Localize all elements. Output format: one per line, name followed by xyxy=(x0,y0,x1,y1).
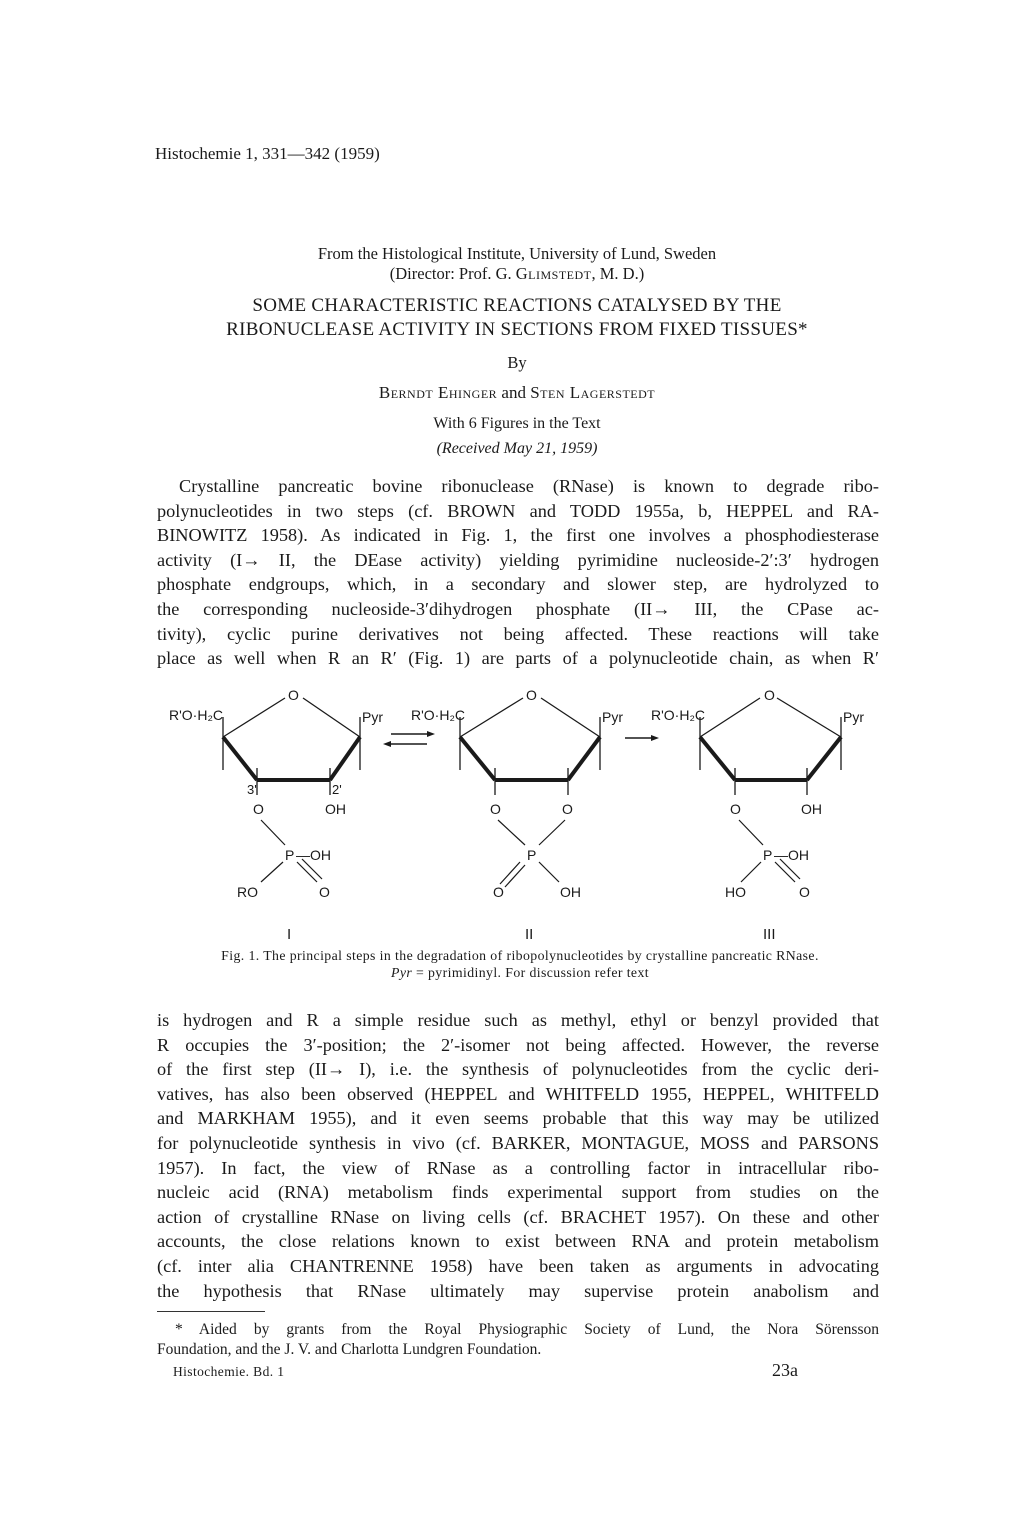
article-title xyxy=(150,294,884,342)
phosphorus-label: P xyxy=(527,847,537,863)
oxygen-label: O xyxy=(490,801,501,817)
paragraph-intro xyxy=(157,474,879,671)
position-label: 2' xyxy=(332,782,342,797)
affiliation xyxy=(150,244,884,284)
text-line: place as well when R an R′ (Fig. 1) are parts of a polynucleotide chain, as when R′ xyxy=(157,648,879,669)
compound-numeral: II xyxy=(525,926,534,943)
oxygen-label: O xyxy=(730,801,741,817)
text-line: BINOWITZ 1958). As indicated in Fig. 1, the first one involves a phosphodiesterase xyxy=(157,525,879,546)
text-line: the corresponding nucleoside-3′dihydrogen phosphate (II→ III, the CPase ac- xyxy=(157,598,879,619)
substituent-label: R'O·H₂C xyxy=(411,707,465,723)
journal-reference: Histochemie 1, 331—342 (1959) xyxy=(155,144,380,163)
footer-page-mark: 23a xyxy=(772,1360,798,1380)
hydroxyl-label: OH xyxy=(560,884,581,900)
hydroxyl-label: —OH xyxy=(774,847,809,863)
hydroxyl-label: —OH xyxy=(296,847,331,863)
oxygen-label: O xyxy=(562,801,573,817)
text-line: action of crystalline RNase on living cells (cf. BRACHET 1957). On these and other xyxy=(157,1206,879,1227)
pyrimidinyl-label: Pyr xyxy=(843,709,864,725)
compound-numeral: III xyxy=(763,926,776,943)
text-line: polynucleotides in two steps (cf. BROWN and TODD 1955a, b, HEPPEL and RA- xyxy=(157,500,879,521)
footnote-line: Foundation, and the J. V. and Charlotta Lundgren Foundation. xyxy=(157,1340,542,1358)
footnote-line: * Aided by grants from the Royal Physiographic Society of Lund, the Nora Sörensson xyxy=(175,1321,879,1338)
text-line: tivity), cyclic purine derivatives not being affected. These reactions will take xyxy=(157,623,879,644)
equilibrium-arrow xyxy=(383,731,435,747)
figure-caption xyxy=(155,947,885,981)
text-line: (cf. inter alia CHANTRENNE 1958) have been taken as arguments in advocating xyxy=(157,1255,879,1276)
text-line: Crystalline pancreatic bovine ribonuclease (RNase) is known to degrade ribo- xyxy=(179,476,879,496)
author-2: Sten Lagerstedt xyxy=(530,383,656,402)
text-line: 1957). In fact, the view of RNase as a controlling factor in intracellular ribo- xyxy=(157,1157,879,1178)
oxygen-label: O xyxy=(253,801,264,817)
author-and: and xyxy=(501,383,526,402)
reaction-scheme-diagram xyxy=(155,680,885,945)
text-line: phosphate endgroups, which, in a secondary and slower step, are hydrolyzed to xyxy=(157,574,879,595)
oxygen-label: O xyxy=(799,884,810,900)
author-1: Berndt Ehinger xyxy=(378,383,498,402)
authors xyxy=(150,383,884,403)
caption-line-1: Fig. 1. The principal steps in the degradation of ribopolynucleotides by crystalline pancreatic RNase. xyxy=(221,948,819,963)
text-line: the hypothesis that RNase ultimately may supervise protein anabolism and xyxy=(157,1280,879,1301)
ring-oxygen-label: O xyxy=(526,687,537,703)
affiliation-institute: From the Histological Institute, University of Lund, Sweden xyxy=(317,244,717,263)
hydroxyl-label: OH xyxy=(801,801,822,817)
pyrimidinyl-label: Pyr xyxy=(602,709,623,725)
byline-by: By xyxy=(507,353,527,372)
text-line: accounts, the close relations known to exist between RNA and protein metabolism xyxy=(157,1231,879,1252)
substituent-label: R'O·H₂C xyxy=(651,707,705,723)
footnote-rule xyxy=(157,1311,265,1312)
compound-numeral: I xyxy=(287,926,292,943)
oxygen-label: O xyxy=(319,884,330,900)
text-line: and MARKHAM 1955), and it even seems probable that this way may be utilized xyxy=(157,1108,879,1129)
hydroxyl-label: HO xyxy=(725,884,746,900)
figure-1 xyxy=(155,680,885,945)
title-line-2: RIBONUCLEASE ACTIVITY IN SECTIONS FROM FIXED TISSUES* xyxy=(226,319,808,340)
figures-note: With 6 Figures in the Text xyxy=(433,415,601,432)
ester-label: RO xyxy=(237,884,258,900)
text-line: of the first step (II→ I), i.e. the synthesis of polynucleotides from the cyclic deri- xyxy=(157,1059,879,1080)
paragraph-continued xyxy=(157,1008,879,1303)
text-line: for polynucleotide synthesis in vivo (cf. BARKER, MONTAGUE, MOSS and PARSONS xyxy=(157,1132,879,1153)
ring-oxygen-label: O xyxy=(288,687,299,703)
text-line: R occupies the 3′-position; the 2′-isomer not being affected. However, the reverse xyxy=(157,1034,879,1055)
text-line: nucleic acid (RNA) metabolism finds experimental support from studies on the xyxy=(157,1182,879,1203)
affiliation-director: (Director: Prof. G. Glimstedt, M. D.) xyxy=(389,264,645,283)
text-line: activity (I→ II, the DEase activity) yielding pyrimidine nucleoside-2′:3′ hydrogen xyxy=(157,549,879,570)
text-line: vatives, has also been observed (HEPPEL and WHITFELD 1955, HEPPEL, WHITFELD xyxy=(157,1083,879,1104)
pyrimidinyl-label: Pyr xyxy=(362,709,383,725)
caption-line-2: Pyr = pyrimidinyl. For discussion refer text xyxy=(391,965,649,980)
ring-oxygen-label: O xyxy=(764,687,775,703)
phosphorus-label: P xyxy=(763,847,773,863)
phosphorus-label: P xyxy=(285,847,295,863)
reaction-arrow xyxy=(625,735,659,741)
received-date: (Received May 21, 1959) xyxy=(436,440,598,457)
position-label: 3' xyxy=(247,782,257,797)
text-line: is hydrogen and R a simple residue such as methyl, ethyl or benzyl provided that xyxy=(157,1010,879,1030)
title-line-1: SOME CHARACTERISTIC REACTIONS CATALYSED BY THE xyxy=(252,295,782,316)
substituent-label: R'O·H₂C xyxy=(169,707,223,723)
footer-journal: Histochemie. Bd. 1 xyxy=(173,1364,285,1379)
oxygen-label: O xyxy=(493,884,504,900)
hydroxyl-label: OH xyxy=(325,801,346,817)
footnote xyxy=(157,1320,879,1359)
